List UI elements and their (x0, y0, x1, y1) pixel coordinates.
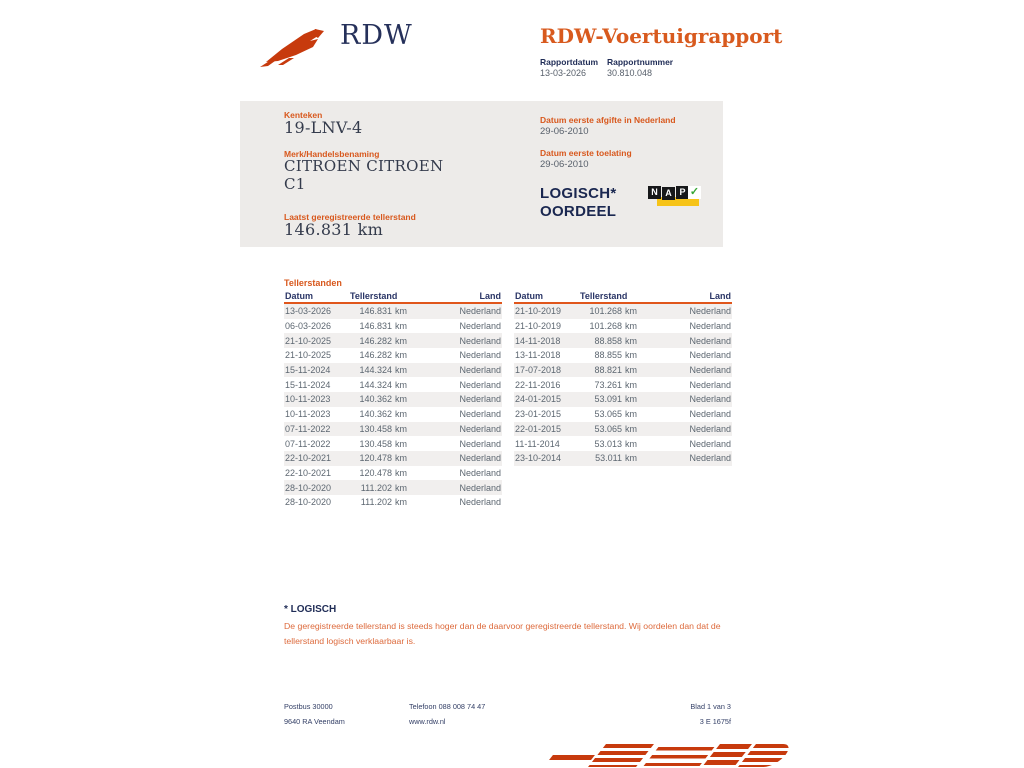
cell-tellerstand: 88.858 km (594, 335, 637, 346)
tellerstanden-title: Tellerstanden (284, 278, 342, 288)
table-row (284, 451, 502, 466)
cell-tellerstand: 144.324 km (359, 379, 407, 390)
cell-tellerstand: 53.011 km (595, 453, 637, 464)
cell-land: Nederland (459, 321, 501, 332)
report-date-label: Rapportdatum (540, 57, 599, 67)
cell-tellerstand: 111.202 km (360, 482, 407, 493)
table-row (284, 422, 502, 437)
report-number-label: Rapportnummer (607, 57, 674, 67)
table-row (284, 407, 502, 422)
nap-letter-n: N (648, 186, 661, 199)
cell-datum: 23-10-2014 (515, 453, 562, 464)
cell-datum: 22-10-2021 (285, 453, 332, 464)
cell-tellerstand: 73.261 km (594, 379, 637, 390)
tellerstand-value: 146.831 km (284, 220, 384, 239)
cell-tellerstand: 130.458 km (359, 438, 407, 449)
cell-land: Nederland (689, 423, 731, 434)
footnote-heading: * LOGISCH (284, 604, 337, 615)
col-tellerstand: Tellerstand (580, 291, 628, 301)
table-row (284, 495, 502, 510)
cell-land: Nederland (459, 453, 501, 464)
cell-land: Nederland (459, 306, 501, 317)
oordeel-line2: OORDEEL (540, 203, 617, 220)
cell-land: Nederland (459, 394, 501, 405)
report-number-value: 30.810.048 (607, 68, 653, 78)
table-row (514, 407, 732, 422)
cell-datum: 06-03-2026 (285, 321, 332, 332)
cell-land: Nederland (689, 409, 731, 420)
cell-tellerstand: 53.065 km (594, 423, 637, 434)
col-land: Land (479, 291, 501, 301)
merk-label: Merk/Handelsbenaming (284, 149, 380, 159)
report-date-value: 13-03-2026 (540, 68, 587, 78)
cell-datum: 24-01-2015 (515, 394, 562, 405)
cell-tellerstand: 53.065 km (594, 409, 637, 420)
toelating-value: 29-06-2010 (540, 159, 589, 170)
table-row (514, 333, 732, 348)
table-row (514, 422, 732, 437)
cell-datum: 22-11-2016 (515, 379, 561, 390)
cell-tellerstand: 140.362 km (359, 409, 407, 420)
col-tellerstand: Tellerstand (350, 291, 398, 301)
cell-datum: 17-07-2018 (515, 365, 562, 376)
kenteken-label: Kenteken (284, 110, 323, 120)
table-row (514, 319, 732, 334)
cell-datum: 28-10-2020 (285, 497, 332, 508)
table-row (514, 363, 732, 378)
cell-tellerstand: 101.268 km (589, 306, 637, 317)
bottom-stripe-graphic-icon (549, 744, 787, 768)
rdw-wordmark: RDW (340, 20, 413, 51)
cell-datum: 23-01-2015 (515, 409, 562, 420)
cell-tellerstand: 144.324 km (359, 365, 407, 376)
table-row (514, 451, 732, 466)
table-header (514, 291, 732, 304)
cell-datum: 28-10-2020 (285, 482, 332, 493)
col-datum: Datum (515, 291, 544, 301)
nap-logo-icon (648, 186, 700, 208)
oordeel-line1: LOGISCH* (540, 185, 617, 202)
col-land: Land (709, 291, 731, 301)
oordeel-text (540, 185, 617, 221)
cell-datum: 14-11-2018 (515, 335, 561, 346)
stripe-dash (549, 755, 595, 760)
cell-land: Nederland (689, 394, 731, 405)
footer-city: 9640 RA Veendam (284, 716, 345, 726)
cell-tellerstand: 130.458 km (359, 423, 407, 434)
cell-land: Nederland (689, 350, 731, 361)
footer-postbus: Postbus 30000 (284, 702, 333, 711)
table-row (284, 363, 502, 378)
cell-land: Nederland (459, 379, 501, 390)
footer-address (284, 700, 345, 729)
vehicle-summary-panel (240, 101, 723, 247)
cell-land: Nederland (459, 350, 501, 361)
cell-land: Nederland (459, 438, 501, 449)
cell-datum: 22-01-2015 (515, 423, 562, 434)
cell-land: Nederland (459, 467, 501, 478)
table-row (284, 436, 502, 451)
cell-datum: 13-03-2026 (285, 306, 332, 317)
nap-letter-p: P (676, 186, 689, 199)
cell-tellerstand: 146.282 km (359, 350, 407, 361)
table-row (514, 348, 732, 363)
cell-tellerstand: 111.202 km (360, 497, 407, 508)
toelating-label: Datum eerste toelating (540, 148, 632, 158)
cell-tellerstand: 146.831 km (359, 321, 407, 332)
afgifte-value: 29-06-2010 (540, 126, 589, 137)
cell-datum: 11-11-2014 (515, 438, 560, 449)
table-row (514, 392, 732, 407)
tellerstanden-table-right (514, 291, 732, 466)
cell-land: Nederland (459, 335, 501, 346)
cell-datum: 13-11-2018 (515, 350, 561, 361)
footer-page-number: Blad 1 van 3 (690, 702, 731, 711)
table-row (284, 466, 502, 481)
col-datum: Datum (285, 291, 314, 301)
cell-land: Nederland (689, 321, 731, 332)
table-header (284, 291, 502, 304)
cell-tellerstand: 88.855 km (594, 350, 637, 361)
cell-land: Nederland (689, 365, 731, 376)
cell-land: Nederland (689, 453, 731, 464)
cell-land: Nederland (459, 482, 501, 493)
cell-tellerstand: 88.821 km (594, 365, 637, 376)
tellerstanden-table-left (284, 291, 502, 510)
rdw-bird-logo-icon (258, 24, 334, 72)
cell-tellerstand: 53.013 km (594, 438, 637, 449)
nap-letter-a: A (662, 187, 675, 200)
cell-datum: 15-11-2024 (285, 365, 331, 376)
cell-tellerstand: 146.831 km (359, 306, 407, 317)
nap-checkmark-icon: ✓ (689, 186, 700, 198)
cell-tellerstand: 101.268 km (589, 321, 637, 332)
afgifte-label: Datum eerste afgifte in Nederland (540, 115, 676, 125)
report-title: RDW-Voertuigrapport (540, 24, 783, 48)
table-row (284, 480, 502, 495)
cell-datum: 21-10-2025 (285, 350, 332, 361)
cell-land: Nederland (689, 335, 731, 346)
cell-land: Nederland (459, 423, 501, 434)
cell-tellerstand: 140.362 km (359, 394, 407, 405)
table-row (284, 333, 502, 348)
table-row (284, 377, 502, 392)
cell-datum: 21-10-2019 (515, 321, 562, 332)
cell-land: Nederland (689, 379, 731, 390)
cell-land: Nederland (459, 409, 501, 420)
cell-tellerstand: 53.091 km (594, 394, 637, 405)
cell-datum: 22-10-2021 (285, 467, 332, 478)
cell-tellerstand: 146.282 km (359, 335, 407, 346)
table-row (284, 348, 502, 363)
footer-doc-code: 3 E 1675f (699, 716, 731, 726)
cell-tellerstand: 120.478 km (359, 453, 407, 464)
cell-datum: 07-11-2022 (285, 423, 331, 434)
table-row (514, 377, 732, 392)
cell-datum: 21-10-2019 (515, 306, 562, 317)
footer-website-link[interactable]: www.rdw.nl (409, 716, 446, 726)
cell-datum: 07-11-2022 (285, 438, 331, 449)
footnote-text: De geregistreerde tellerstand is steeds hoger dan de daarvoor geregistreerde tellerstand. Wij oordelen dan dat de tellerstand logisch verklaarbaar is. (284, 621, 721, 646)
footer-contact (409, 700, 485, 729)
cell-datum: 10-11-2023 (285, 394, 331, 405)
cell-datum: 21-10-2025 (285, 335, 332, 346)
table-row (514, 436, 732, 451)
cell-datum: 15-11-2024 (285, 379, 331, 390)
table-row (284, 392, 502, 407)
footer-page-info (620, 700, 731, 729)
footer-phone: Telefoon 088 008 74 47 (409, 702, 486, 711)
table-row (284, 304, 502, 319)
kenteken-value: 19-LNV-4 (284, 118, 363, 137)
cell-tellerstand: 120.478 km (359, 467, 407, 478)
merk-value-line1: CITROEN CITROEN (284, 157, 444, 175)
table-row (284, 319, 502, 334)
merk-value-line2: C1 (284, 175, 306, 193)
cell-datum: 10-11-2023 (285, 409, 331, 420)
cell-land: Nederland (459, 365, 501, 376)
cell-land: Nederland (459, 497, 501, 508)
table-row (514, 304, 732, 319)
tellerstand-label: Laatst geregistreerde tellerstand (284, 212, 416, 222)
cell-land: Nederland (689, 438, 731, 449)
cell-land: Nederland (689, 306, 731, 317)
